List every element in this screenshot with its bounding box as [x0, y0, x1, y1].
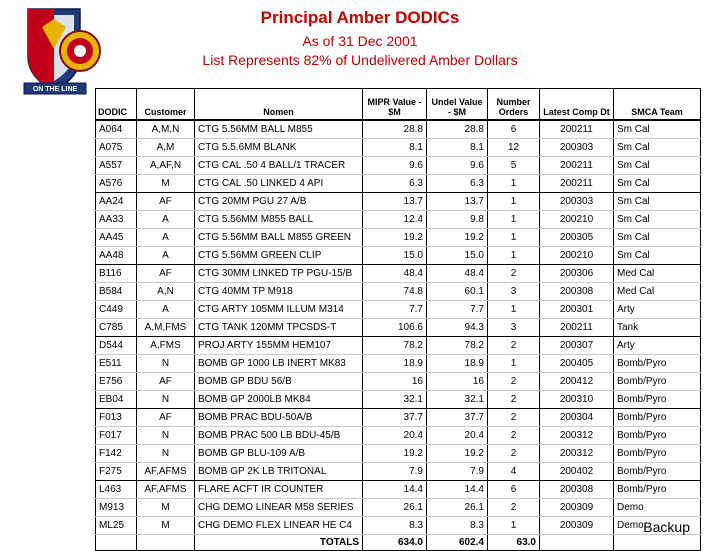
dodic-table — [95, 88, 701, 551]
undel-value-cell: 37.7 — [427, 409, 488, 427]
undel-value-cell: 32.1 — [427, 391, 488, 409]
undel-value-cell: 15.0 — [427, 247, 488, 265]
mipr-value-cell: 78.2 — [363, 337, 427, 355]
comp-date-cell: 200308 — [540, 481, 614, 499]
comp-date-cell: 200307 — [540, 337, 614, 355]
nomen-cell: BOMB PRAC 500 LB BDU-45/B — [195, 427, 363, 445]
orders-cell: 1 — [488, 301, 540, 319]
team-cell: Arty — [614, 337, 701, 355]
dodic-cell: F017 — [96, 427, 137, 445]
team-cell: Sm Cal — [614, 211, 701, 229]
team-cell: Tank — [614, 319, 701, 337]
table-row — [96, 229, 701, 247]
orders-cell: 2 — [488, 409, 540, 427]
table-row — [96, 247, 701, 265]
customer-cell: A,N — [137, 283, 195, 301]
team-cell: Arty — [614, 301, 701, 319]
undel-value-cell: 20.4 — [427, 427, 488, 445]
orders-cell: 6 — [488, 481, 540, 499]
customer-cell: N — [137, 445, 195, 463]
comp-date-cell: 200304 — [540, 409, 614, 427]
mipr-value-cell: 106.6 — [363, 319, 427, 337]
comp-date-cell: 200310 — [540, 391, 614, 409]
undel-value-cell: 8.3 — [427, 517, 488, 535]
dodic-cell: C785 — [96, 319, 137, 337]
table-row — [96, 427, 701, 445]
nomen-cell: BOMB GP 1000 LB INERT MK83 — [195, 355, 363, 373]
page-subtitle: List Represents 82% of Undelivered Amber Dollars — [202, 52, 518, 68]
table-header-row — [96, 89, 701, 121]
totals-empty-cell — [614, 535, 701, 551]
nomen-cell: CTG CAL .50 4 BALL/1 TRACER — [195, 157, 363, 175]
orders-cell: 3 — [488, 283, 540, 301]
nomen-cell: BOMB GP BDU 56/B — [195, 373, 363, 391]
customer-cell: A,M — [137, 139, 195, 157]
team-cell: Bomb/Pyro — [614, 355, 701, 373]
dodic-cell: L463 — [96, 481, 137, 499]
orders-cell: 1 — [488, 193, 540, 211]
table-row — [96, 319, 701, 337]
mipr-value-cell: 15.0 — [363, 247, 427, 265]
undel-value-cell: 13.7 — [427, 193, 488, 211]
table-row — [96, 409, 701, 427]
orders-cell: 2 — [488, 445, 540, 463]
team-cell: Demo — [614, 517, 701, 535]
comp-date-cell: 200211 — [540, 120, 614, 139]
totals-row — [96, 535, 701, 551]
mipr-value-cell: 8.3 — [363, 517, 427, 535]
table-row — [96, 499, 701, 517]
table-row — [96, 391, 701, 409]
dodic-cell: F142 — [96, 445, 137, 463]
dodic-cell: AA45 — [96, 229, 137, 247]
dodic-cell: A064 — [96, 120, 137, 139]
nomen-cell: FLARE ACFT IR COUNTER — [195, 481, 363, 499]
comp-date-cell: 200305 — [540, 229, 614, 247]
page-title: Principal Amber DODICs — [260, 8, 460, 27]
undel-value-cell: 19.2 — [427, 445, 488, 463]
table-row — [96, 211, 701, 229]
table-row — [96, 445, 701, 463]
team-cell: Sm Cal — [614, 193, 701, 211]
as-of-date: As of 31 Dec 2001 — [302, 33, 418, 49]
dodic-cell: M913 — [96, 499, 137, 517]
mipr-value-cell: 18.9 — [363, 355, 427, 373]
orders-cell: 1 — [488, 517, 540, 535]
total-undel-value: 602.4 — [427, 535, 488, 551]
comp-date-cell: 200303 — [540, 193, 614, 211]
undel-value-cell: 94.3 — [427, 319, 488, 337]
undel-value-cell: 9.6 — [427, 157, 488, 175]
orders-cell: 2 — [488, 391, 540, 409]
orders-cell: 3 — [488, 319, 540, 337]
mipr-value-cell: 6.3 — [363, 175, 427, 193]
dodic-cell: F013 — [96, 409, 137, 427]
team-cell: Sm Cal — [614, 247, 701, 265]
nomen-cell: CTG 5.56MM BALL M855 GREEN — [195, 229, 363, 247]
team-cell: Med Cal — [614, 283, 701, 301]
comp-date-cell: 200312 — [540, 445, 614, 463]
mipr-value-cell: 28.8 — [363, 120, 427, 139]
team-cell: Sm Cal — [614, 229, 701, 247]
undel-value-cell: 60.1 — [427, 283, 488, 301]
mipr-value-cell: 12.4 — [363, 211, 427, 229]
undel-value-cell: 18.9 — [427, 355, 488, 373]
team-cell: Bomb/Pyro — [614, 427, 701, 445]
customer-cell: N — [137, 355, 195, 373]
team-cell: Sm Cal — [614, 120, 701, 139]
orders-cell: 2 — [488, 427, 540, 445]
team-cell: Sm Cal — [614, 139, 701, 157]
mipr-value-cell: 37.7 — [363, 409, 427, 427]
team-cell: Bomb/Pyro — [614, 373, 701, 391]
nomen-cell: CHG DEMO FLEX LINEAR HE C4 — [195, 517, 363, 535]
dodic-cell: AA33 — [96, 211, 137, 229]
customer-cell: AF,AFMS — [137, 481, 195, 499]
comp-date-cell: 200309 — [540, 517, 614, 535]
dodic-cell: EB04 — [96, 391, 137, 409]
undel-value-cell: 6.3 — [427, 175, 488, 193]
comp-date-cell: 200210 — [540, 247, 614, 265]
undel-value-cell: 14.4 — [427, 481, 488, 499]
nomen-cell: BOMB GP 2000LB MK84 — [195, 391, 363, 409]
dodic-cell: ML25 — [96, 517, 137, 535]
team-cell: Bomb/Pyro — [614, 409, 701, 427]
comp-date-cell: 200412 — [540, 373, 614, 391]
orders-cell: 1 — [488, 247, 540, 265]
mipr-value-cell: 19.2 — [363, 229, 427, 247]
nomen-cell: CTG 5.5.6MM BLANK — [195, 139, 363, 157]
customer-cell: AF — [137, 193, 195, 211]
total-orders: 63.0 — [488, 535, 540, 551]
total-mipr-value: 634.0 — [363, 535, 427, 551]
table-row — [96, 283, 701, 301]
col-header-customer: Customer — [137, 89, 195, 121]
totals-empty-cell — [137, 535, 195, 551]
undel-value-cell: 16 — [427, 373, 488, 391]
orders-cell: 2 — [488, 337, 540, 355]
undel-value-cell: 26.1 — [427, 499, 488, 517]
customer-cell: A — [137, 211, 195, 229]
orders-cell: 5 — [488, 157, 540, 175]
team-cell: Med Cal — [614, 265, 701, 283]
dodic-cell: C449 — [96, 301, 137, 319]
orders-cell: 2 — [488, 499, 540, 517]
table-row — [96, 301, 701, 319]
undel-value-cell: 19.2 — [427, 229, 488, 247]
team-cell: Bomb/Pyro — [614, 391, 701, 409]
nomen-cell: BOMB GP BLU-109 A/B — [195, 445, 363, 463]
team-cell: Sm Cal — [614, 175, 701, 193]
dodic-cell: F275 — [96, 463, 137, 481]
comp-date-cell: 200211 — [540, 319, 614, 337]
mipr-value-cell: 32.1 — [363, 391, 427, 409]
team-cell: Bomb/Pyro — [614, 445, 701, 463]
comp-date-cell: 200308 — [540, 283, 614, 301]
nomen-cell: CTG 30MM LINKED TP PGU-15/B — [195, 265, 363, 283]
customer-cell: A — [137, 229, 195, 247]
mipr-value-cell: 16 — [363, 373, 427, 391]
col-header-dodic: DODIC — [96, 89, 137, 121]
customer-cell: A,AF,N — [137, 157, 195, 175]
dodic-cell: B584 — [96, 283, 137, 301]
orders-cell: 2 — [488, 265, 540, 283]
comp-date-cell: 200301 — [540, 301, 614, 319]
undel-value-cell: 28.8 — [427, 120, 488, 139]
dodic-cell: D544 — [96, 337, 137, 355]
dodic-cell: E756 — [96, 373, 137, 391]
orders-cell: 12 — [488, 139, 540, 157]
nomen-cell: PROJ ARTY 155MM HEM107 — [195, 337, 363, 355]
nomen-cell: CTG ARTY 105MM ILLUM M314 — [195, 301, 363, 319]
customer-cell: N — [137, 391, 195, 409]
table-row — [96, 120, 701, 139]
mipr-value-cell: 14.4 — [363, 481, 427, 499]
nomen-cell: CTG 20MM PGU 27 A/B — [195, 193, 363, 211]
dodic-cell: A576 — [96, 175, 137, 193]
dodic-cell: B116 — [96, 265, 137, 283]
mipr-value-cell: 26.1 — [363, 499, 427, 517]
mipr-value-cell: 74.8 — [363, 283, 427, 301]
comp-date-cell: 200211 — [540, 157, 614, 175]
nomen-cell: CTG 5.56MM GREEN CLIP — [195, 247, 363, 265]
customer-cell: A — [137, 247, 195, 265]
undel-value-cell: 48.4 — [427, 265, 488, 283]
table-row — [96, 193, 701, 211]
undel-value-cell: 8.1 — [427, 139, 488, 157]
table-row — [96, 139, 701, 157]
col-header-mipr-value: MIPR Value - $M — [363, 89, 427, 121]
customer-cell: A — [137, 301, 195, 319]
customer-cell: M — [137, 517, 195, 535]
table-row — [96, 355, 701, 373]
undel-value-cell: 78.2 — [427, 337, 488, 355]
comp-date-cell: 200210 — [540, 211, 614, 229]
nomen-cell: CTG 5.56MM BALL M855 — [195, 120, 363, 139]
dodic-cell: E511 — [96, 355, 137, 373]
comp-date-cell: 200306 — [540, 265, 614, 283]
undel-value-cell: 7.7 — [427, 301, 488, 319]
nomen-cell: CHG DEMO LINEAR M58 SERIES — [195, 499, 363, 517]
nomen-cell: CTG 40MM TP M918 — [195, 283, 363, 301]
mipr-value-cell: 7.7 — [363, 301, 427, 319]
comp-date-cell: 200405 — [540, 355, 614, 373]
table-body — [96, 120, 701, 551]
table-row — [96, 175, 701, 193]
totals-label: TOTALS — [195, 535, 363, 551]
team-cell: Sm Cal — [614, 157, 701, 175]
customer-cell: A,M,FMS — [137, 319, 195, 337]
customer-cell: AF,AFMS — [137, 463, 195, 481]
table-row — [96, 517, 701, 535]
mipr-value-cell: 20.4 — [363, 427, 427, 445]
mipr-value-cell: 9.6 — [363, 157, 427, 175]
comp-date-cell: 200402 — [540, 463, 614, 481]
col-header-nomen: Nomen — [195, 89, 363, 121]
nomen-cell: CTG 5.56MM M855 BALL — [195, 211, 363, 229]
dodic-cell: AA48 — [96, 247, 137, 265]
mipr-value-cell: 8.1 — [363, 139, 427, 157]
comp-date-cell: 200312 — [540, 427, 614, 445]
table-row — [96, 373, 701, 391]
table-row — [96, 481, 701, 499]
table-row — [96, 337, 701, 355]
mipr-value-cell: 48.4 — [363, 265, 427, 283]
customer-cell: N — [137, 427, 195, 445]
nomen-cell: BOMB PRAC BDU-50A/B — [195, 409, 363, 427]
nomen-cell: CTG TANK 120MM TPCSDS-T — [195, 319, 363, 337]
comp-date-cell: 200303 — [540, 139, 614, 157]
orders-cell: 1 — [488, 175, 540, 193]
table-row — [96, 157, 701, 175]
nomen-cell: BOMB GP 2K LB TRITONAL — [195, 463, 363, 481]
customer-cell: AF — [137, 373, 195, 391]
undel-value-cell: 9.8 — [427, 211, 488, 229]
mipr-value-cell: 13.7 — [363, 193, 427, 211]
customer-cell: A,FMS — [137, 337, 195, 355]
col-header-undel-value: Undel Value - $M — [427, 89, 488, 121]
dodic-cell: A075 — [96, 139, 137, 157]
orders-cell: 2 — [488, 373, 540, 391]
orders-cell: 1 — [488, 229, 540, 247]
table-row — [96, 463, 701, 481]
col-header-number-orders: Number Orders — [488, 89, 540, 121]
table-row — [96, 265, 701, 283]
team-cell: Demo — [614, 499, 701, 517]
customer-cell: AF — [137, 409, 195, 427]
col-header-smca-team: SMCA Team — [614, 89, 701, 121]
totals-empty-cell — [96, 535, 137, 551]
customer-cell: M — [137, 499, 195, 517]
orders-cell: 1 — [488, 355, 540, 373]
col-header-latest-comp-dt: Latest Comp Dt — [540, 89, 614, 121]
customer-cell: A,M,N — [137, 120, 195, 139]
team-cell: Bomb/Pyro — [614, 463, 701, 481]
svg-text:ON THE LINE: ON THE LINE — [32, 86, 78, 93]
customer-cell: AF — [137, 265, 195, 283]
orders-cell: 1 — [488, 211, 540, 229]
comp-date-cell: 200211 — [540, 175, 614, 193]
team-cell: Bomb/Pyro — [614, 481, 701, 499]
customer-cell: M — [137, 175, 195, 193]
undel-value-cell: 7.9 — [427, 463, 488, 481]
comp-date-cell: 200309 — [540, 499, 614, 517]
nomen-cell: CTG CAL .50 LINKED 4 API — [195, 175, 363, 193]
mipr-value-cell: 7.9 — [363, 463, 427, 481]
dodic-cell: AA24 — [96, 193, 137, 211]
mipr-value-cell: 19.2 — [363, 445, 427, 463]
totals-empty-cell — [540, 535, 614, 551]
orders-cell: 6 — [488, 120, 540, 139]
dodic-cell: A557 — [96, 157, 137, 175]
backup-label: Backup — [643, 519, 690, 535]
orders-cell: 4 — [488, 463, 540, 481]
